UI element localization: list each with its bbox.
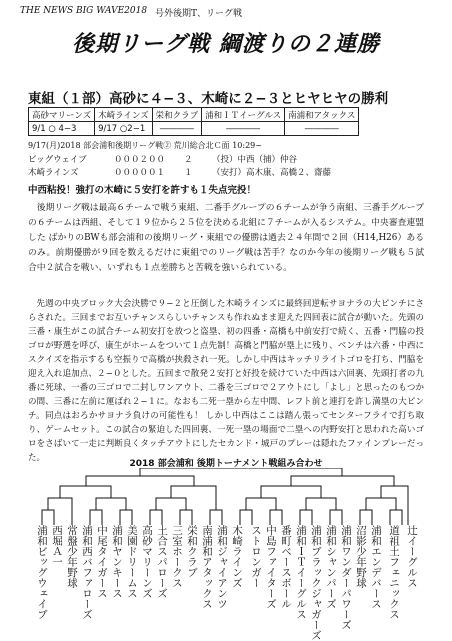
- bracket-line: [300, 510, 312, 525]
- bracket-line: [366, 498, 396, 510]
- issue-label: 号外後期T、リーグ戦: [155, 9, 243, 19]
- bracket-line: [140, 468, 342, 476]
- standings-team: 木崎ラインズ: [95, 108, 153, 122]
- bracket-line: [246, 498, 276, 510]
- article-paragraph: 後期リーグ戦は最高６チームで戦う東組、二番手グループの６チームが争う南組、三番手グループの６チームは西組、そして１９位から２５位を決める北組に７チームが入るシステム。中央審査連盟した ばかりのBWも部会浦和の後期リーグ・東組での優勝は過去２４年間で２回（H14,H26）あるのみ。前期優勝が９回を数えるだけに東組でのリーグ戦は苦手？なのか今年の後期リーグ戦も５試合中２試合を戦い、いずれも１点差勝ちと苦戦を強いられている。: [28, 203, 424, 273]
- bracket-team: 土合スパローズ: [156, 525, 168, 599]
- linescore-team: 木崎ラインズ: [28, 168, 79, 178]
- bracket-line: [120, 510, 132, 525]
- linescore-team: ビッグウェイブ: [28, 155, 87, 165]
- linescore-total: １: [184, 168, 193, 178]
- linescore-hits: （安打）高木康、高橋２、齋藤: [212, 168, 332, 178]
- bracket-line: [291, 476, 394, 486]
- standings-result: 9/1 ○ 4−3: [29, 122, 95, 136]
- bracket-line: [381, 486, 408, 525]
- linescore-innings: ０００２００: [114, 155, 166, 165]
- standings-team: 南浦和アタックス: [285, 108, 359, 122]
- standings-team: 栄和クラブ: [152, 108, 202, 122]
- standings-table: [28, 107, 359, 136]
- bracket-line: [390, 510, 402, 525]
- bracket-title: 2018 部会浦和 後期トーナメント戦組み合わせ: [129, 459, 323, 469]
- subtitle: 東組（１部）高砂に４−３、木崎に２−３とヒヤヒヤの勝利: [28, 91, 389, 107]
- standings-team-row: [29, 108, 359, 122]
- page-title: 後期リーグ戦 綱渡りの２連勝: [72, 32, 380, 57]
- bracket-team: 浦和西バファローズ: [81, 525, 93, 620]
- highlight-headline: 中西粘投！強打の木崎に５安打を許すも１失点完投！: [28, 185, 257, 196]
- bracket-line: [240, 510, 252, 525]
- bracket-team: 辻イーグルス: [406, 525, 418, 588]
- bracket-team: 南浦和アタックス: [201, 525, 213, 609]
- bracket-line: [96, 498, 126, 510]
- bracket-team: 浦和ＩＴイーグルス: [295, 525, 307, 620]
- standings-result: ――――: [202, 122, 285, 136]
- linescore-battery: （投）中西（捕）仲谷: [212, 155, 298, 165]
- bracket-team: ストロンガー: [250, 525, 262, 588]
- newsletter-name: THE NEWS BIG WAVE2018: [20, 6, 148, 16]
- bracket-line: [261, 486, 321, 498]
- bracket-line: [90, 510, 102, 525]
- bracket-line: [180, 510, 192, 525]
- bracket-line: [60, 486, 111, 498]
- bracket-line: [48, 498, 72, 525]
- bracket-team: 中尾タイガース: [96, 525, 108, 599]
- bracket-team: 高砂マリーンズ: [141, 525, 153, 599]
- bracket-team: 浦和ワンダーパワーズ: [340, 525, 352, 630]
- bracket-team: 栄和クラブ: [186, 525, 198, 578]
- game-info: 9/17(月)2018 部会浦和後期リーグ戦② 荒川総合北Ｃ面 10:29~: [28, 141, 262, 150]
- standings-result: ――――: [152, 122, 202, 136]
- standings-result-row: [29, 122, 359, 136]
- bracket-team: 浦和ブラックジャガーズ: [310, 525, 322, 641]
- bracket-team: 道祖土フェニックス: [388, 525, 400, 620]
- bracket-team: 浦和ビッグウェイブ: [36, 525, 48, 620]
- bracket-team: 浦和ヤンキース: [111, 525, 123, 599]
- bracket-line: [42, 510, 54, 525]
- bracket-team: 番町ベースボール: [280, 525, 292, 609]
- bracket-team: 浦和シャンパーズ: [325, 525, 337, 609]
- bracket-line: [306, 498, 336, 510]
- linescore-innings: ０００００１: [114, 168, 166, 178]
- bracket-team: 三室ホークス: [171, 525, 183, 588]
- linescore-row: [28, 153, 297, 165]
- standings-team: 高砂マリーンズ: [29, 108, 95, 122]
- bracket-line: [270, 510, 282, 525]
- bracket-team: 西堀Ａ一: [51, 525, 63, 567]
- bracket-line: [360, 510, 372, 525]
- bracket-line: [86, 476, 194, 486]
- bracket-line: [210, 510, 222, 525]
- standings-team: 浦和ＩＴイーグルス: [202, 108, 285, 122]
- bracket-line: [330, 510, 342, 525]
- article-paragraph: 先週の中央ブロック大会決勝で９−２と圧倒した木崎ラインズに最終回逆転サヨナラの大ピンチにさらされた。三回までお互いチャンスらしいチャンスも作れぬまま迎えた四回表に試合が動いた。先頭の三番・康生がこの試合チーム初安打を放つと盗塁、初の四番・高橋も中前安打で続く、五番・門脇の投ゴロが野選を呼び、康生がホームをついて１点先制！高橋と門脇が塁上に残り、ベンチは六番・中西にスクイズを指示するも空振りで高橋が挟殺され一死。しかし中西はキッチリライトゴロを打ち、門脇を迎え入れ追加点、２−０とした。五回まで散発２安打と好投を続けていた中西は六回裏、先頭打者の九番に死球、一番の三ゴロで二封しワンアウト、二番を三ゴロで２アウトにし「よし」と思ったのもつかの間、三番に左前に運ばれ２−１に。なおも二死一塁から左中間、レフト前と連打を許し満塁の大ピンチ。同点はおろかサヨナラ負けの可能性も！ しかし中西はここは踏ん張ってセンターフライで打ち取り、ゲームセット。この試合の緊迫した四回裏、一死一塁の場面で二塁への内野安打と思われた高いゴロをさばいて一走に判断良くタッチアウトにしたセカンド・城戸のプレーは隠れたファインプレーだった。: [28, 299, 424, 463]
- bracket-team: 浦和ジャイアンツ: [216, 525, 228, 609]
- bracket-line: [156, 498, 186, 510]
- linescore-total: ２: [184, 155, 193, 165]
- standings-result: 9/17 ○2−1: [95, 122, 153, 136]
- bracket-team: 美園ドリームス: [126, 525, 138, 599]
- bracket-team: 中島ファイターズ: [265, 525, 277, 609]
- bracket-team: 沼影少年野球: [355, 525, 367, 588]
- bracket-team: 常盤少年野球: [66, 525, 78, 588]
- bracket-team: 木崎ラインズ: [231, 525, 243, 588]
- standings-result: ――――: [285, 122, 359, 136]
- tournament-bracket: [36, 468, 416, 526]
- bracket-team: 浦和エンデバース: [370, 525, 382, 609]
- linescore-row: [28, 166, 331, 178]
- bracket-line: [150, 510, 162, 525]
